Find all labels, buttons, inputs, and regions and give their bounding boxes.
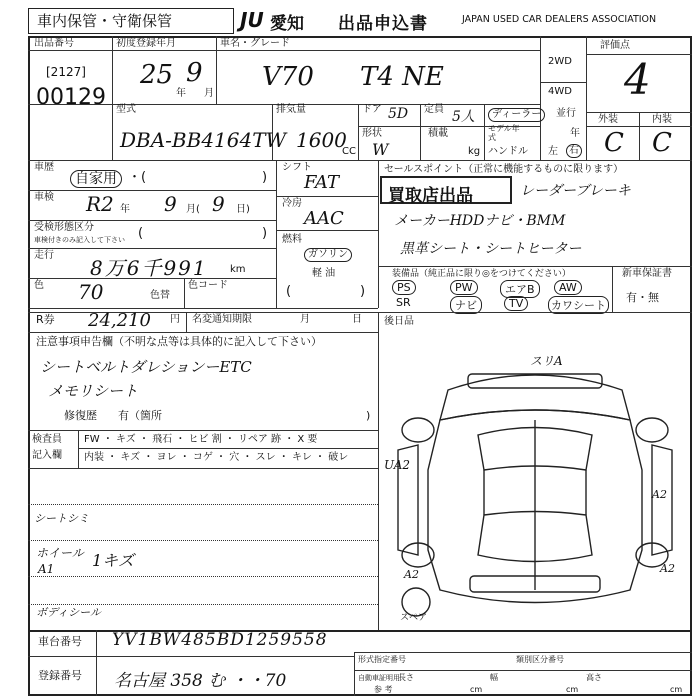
sales-point-label: セールスポイント（正常に機能するものに限ります） — [384, 164, 624, 175]
storage-label: 車内保管・守衛保管 — [37, 12, 173, 30]
shift-label: シフト — [282, 162, 312, 173]
fuel-diesel: 軽 油 — [312, 268, 336, 279]
diagram-mark-5: A2 — [404, 568, 419, 581]
after-label: 後日品 — [384, 316, 414, 327]
listing-number: 00129 — [36, 85, 106, 110]
listing-bracket: [2127] — [46, 65, 86, 79]
reg-month: 9 — [186, 58, 203, 88]
repair-value: 有（箇所 — [118, 409, 162, 422]
inspection-month: 9 — [164, 192, 177, 216]
disp-cc: CC — [342, 146, 356, 157]
equip-airbag: エアB — [500, 280, 540, 298]
notes-label: 注意事項申告欄（不明な点等は具体的に記入して下さい） — [36, 335, 322, 348]
history-close: ) — [262, 170, 268, 185]
new-warranty-value: 有・無 — [626, 291, 659, 304]
door-label: ドア — [362, 104, 382, 115]
rating-label: 評価点 — [600, 40, 630, 51]
ext-value: C — [604, 128, 624, 158]
inspection-era: R2 — [86, 192, 114, 216]
spec-len-cm: cm — [470, 685, 483, 694]
seats-label: 定員 — [424, 104, 444, 115]
spec-len: 長さ — [398, 673, 414, 682]
chassis-value: YV1BW485BD1259558 — [112, 630, 328, 650]
recycle-value: 24,210 — [88, 310, 151, 331]
bottom-note-3: A1 — [38, 562, 55, 576]
model-name: V70 — [262, 62, 314, 92]
spec-hei: 高さ — [586, 673, 602, 682]
equipment-grid — [392, 280, 610, 312]
fuel-paren: ( — [286, 284, 292, 299]
buyback-stamp-text: 買取店出品 — [388, 186, 473, 206]
ac-value: AAC — [304, 208, 344, 229]
model-year-label: モデル年式 — [488, 124, 520, 142]
handle-left: 左 — [548, 146, 558, 157]
inspection-label: 車検 — [34, 192, 54, 203]
plate-value: 名古屋 358 む ・・70 — [114, 671, 287, 691]
disp-label: 排気量 — [276, 104, 306, 115]
checker-label-1: 検査員 — [32, 434, 62, 445]
rating-score: 4 — [624, 55, 651, 104]
reg-label: 初度登録年月 — [116, 38, 176, 49]
equip-aw: AW — [554, 280, 582, 295]
color-value: 70 — [78, 280, 104, 304]
type-value: DBA-BB4164TW — [120, 128, 287, 152]
history-paren: ・( — [128, 170, 147, 185]
load-label: 積載 — [428, 128, 448, 139]
bottom-note-2: ホイール — [36, 546, 84, 560]
history-label: 車歴 — [34, 162, 54, 173]
reg-nen: 年 — [176, 88, 186, 99]
type-label: 型式 — [116, 104, 136, 115]
history-value: 自家用 — [70, 170, 122, 188]
association-name: JAPAN USED CAR DEALERS ASSOCIATION — [462, 14, 657, 25]
handle-label: ハンドル — [488, 146, 528, 157]
fuel-label: 燃料 — [282, 234, 302, 245]
name-change-day: 日 — [352, 314, 362, 325]
header-logo — [238, 6, 698, 34]
diagram-mark-2: UA2 — [384, 458, 411, 472]
inspection-day: 9 — [212, 192, 225, 216]
sales-line-3: 黒革シート・シートヒーター — [400, 241, 582, 257]
dealer-parallel: 並行 — [556, 108, 576, 119]
bottom-note-4: 1キズ — [92, 551, 134, 570]
repair-close: ) — [366, 409, 371, 422]
sales-line-2: メーカーHDDナビ・BMM — [394, 213, 566, 229]
receipt-note: 車検付きのみ記入して下さい — [34, 236, 125, 244]
shape-label: 形状 — [362, 128, 382, 139]
model-year-unit: 年 — [570, 128, 580, 139]
fuel-close: ) — [360, 284, 366, 299]
fuel-gasoline: ガソリン — [304, 248, 352, 262]
int-value: C — [652, 128, 672, 158]
checker-row-2: 内装 ・ キズ ・ ヨレ ・ コゲ ・ 穴 ・ スレ ・ キレ ・ 破レ — [84, 452, 349, 463]
chassis-label: 車台番号 — [38, 635, 82, 648]
color-code-label: 色コード — [188, 280, 228, 291]
notes-line-2: メモリシート — [48, 382, 139, 400]
mileage-label: 走行 — [34, 250, 54, 261]
equip-ps: PS — [392, 280, 416, 295]
plate-label: 登録番号 — [38, 669, 82, 682]
sales-line-1: レーダーブレーキ — [520, 183, 631, 199]
shape-value: W — [372, 140, 389, 159]
diagram-mark-1: スリA — [530, 354, 563, 368]
recycle-label: R券 — [36, 313, 55, 326]
diagram-mark-4: A2 — [660, 562, 675, 575]
checker-label-2: 記入欄 — [32, 450, 62, 461]
spec-ref: 参 考 — [374, 685, 393, 694]
listing-label: 出品番号 — [34, 38, 74, 49]
drive-4wd: 4WD — [548, 86, 572, 97]
disp-value: 1600 — [296, 128, 347, 152]
bottom-note-1: シートシミ — [34, 512, 89, 525]
equip-sr: SR — [396, 296, 411, 309]
load-kg: kg — [468, 146, 481, 157]
reg-year: 25 — [140, 60, 174, 90]
ac-label: 冷房 — [282, 198, 302, 209]
equip-pw: PW — [450, 280, 478, 295]
mileage-value: 8万6千991 — [90, 256, 208, 280]
receipt-close: ) — [262, 226, 268, 241]
door-value: 5D — [388, 106, 409, 122]
notes-line-1: シートベルトダレションーETC — [40, 358, 252, 376]
drive-2wd: 2WD — [548, 56, 572, 67]
repair-label: 修復歴 — [64, 409, 97, 422]
receipt-paren: ( — [138, 226, 144, 241]
region-name: 愛知 — [270, 14, 304, 34]
int-label: 内装 — [652, 114, 672, 125]
inspection-gatsu: 月( — [186, 204, 200, 215]
receipt-label: 受検形態区分 — [34, 222, 94, 233]
color-change: 色替 — [150, 290, 170, 301]
equipment-label: 装備品（純正品に限り◎をつけてください） — [392, 269, 571, 279]
type-no-label: 類別区分番号 — [516, 655, 564, 664]
model-grade: T4 NE — [360, 62, 444, 92]
inspection-nen: 年 — [120, 204, 130, 215]
handle-right: 右 — [566, 144, 582, 158]
equip-seat: カワシート — [548, 296, 609, 314]
storage-box — [28, 8, 234, 34]
inspection-nichi: 日) — [236, 204, 250, 215]
spec-wid: 幅 — [490, 673, 498, 682]
car-diagram — [378, 340, 692, 640]
recycle-yen: 円 — [170, 314, 180, 325]
equip-tv: TV — [504, 296, 528, 311]
ext-label: 外装 — [598, 114, 618, 125]
equip-navi: ナビ — [450, 296, 482, 314]
diagram-mark-3: A2 — [652, 488, 667, 501]
name-change-label: 名変通知期限 — [192, 314, 252, 325]
shape-no-label: 形式指定番号 — [358, 655, 406, 664]
shift-value: FAT — [304, 172, 339, 193]
spare-label: スペア — [400, 613, 428, 623]
name-change-month: 月 — [300, 314, 310, 325]
bottom-note-5: ボディシール — [36, 606, 101, 619]
new-warranty-label: 新車保証書 — [622, 268, 672, 279]
checker-row-1: FW ・ キズ ・ 飛石 ・ ヒビ 割 ・ リペア 跡 ・ X 要 — [84, 434, 318, 445]
spec-wid-cm: cm — [566, 685, 579, 694]
reg-gatsu: 月 — [204, 88, 214, 99]
dealer-label: ディーラー — [488, 108, 545, 122]
vehicle-cert-label: 自動車証明用 — [358, 674, 400, 682]
mileage-unit: km — [230, 264, 246, 275]
buyback-stamp — [380, 176, 512, 204]
color-label: 色 — [34, 280, 44, 291]
form-title: 出品申込書 — [338, 14, 428, 34]
model-label: 車名・グレード — [220, 38, 290, 49]
spec-hei-cm: cm — [670, 685, 683, 694]
ju-logo-icon: JU — [240, 8, 264, 32]
seats-value: 5人 — [452, 109, 475, 125]
